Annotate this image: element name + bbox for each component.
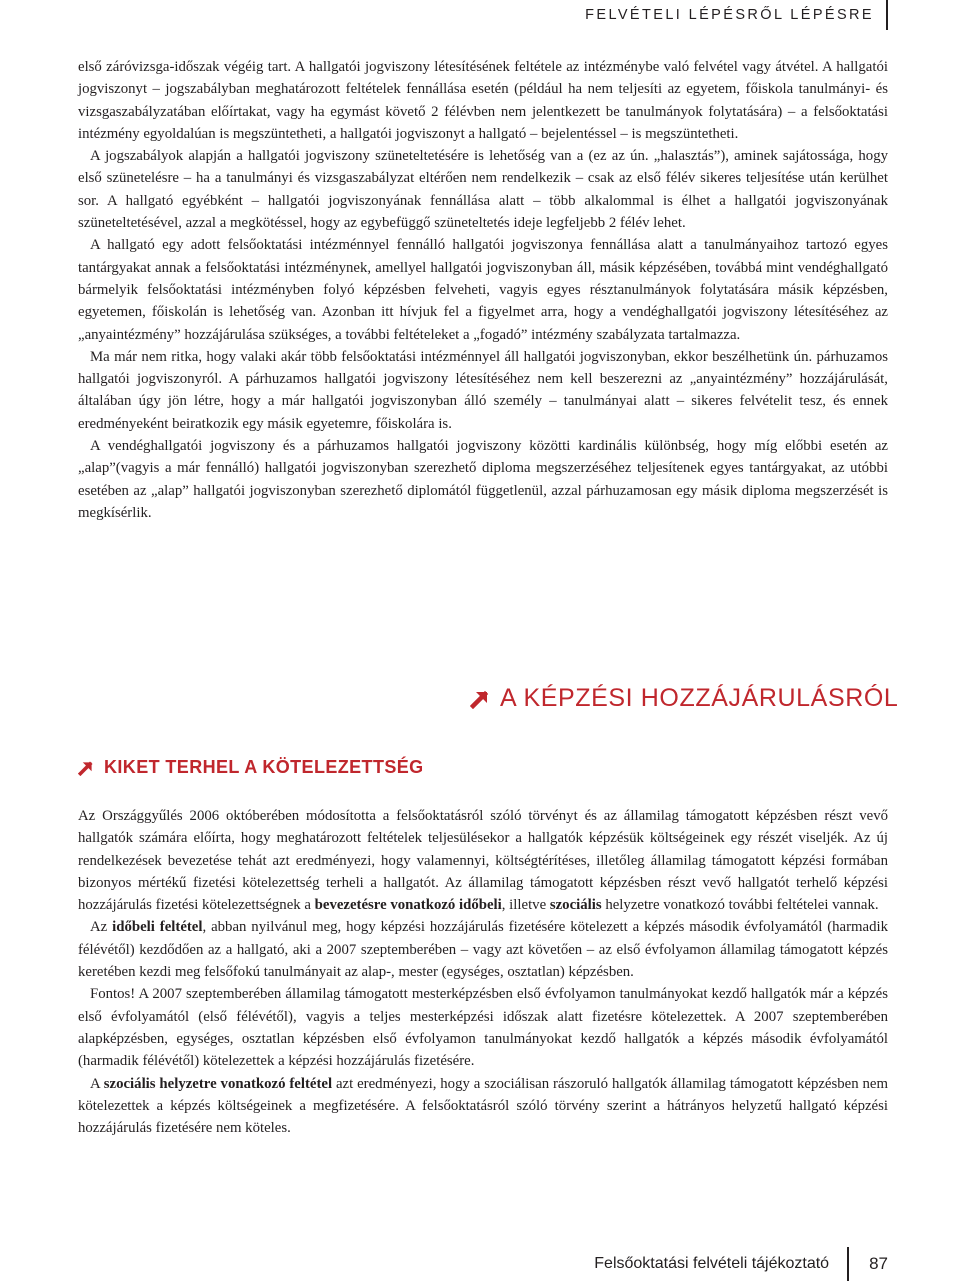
bold-run: időbeli feltétel — [112, 919, 203, 936]
subsection-title — [78, 757, 424, 778]
paragraph: A vendéghallgatói jogviszony és a párhuzamos hallgatói jogviszony közötti kardinális különbség, hogy míg előbbi esetén az „alap”(vagyis a már fennálló) hallgatói jogviszonyban szerezhető diploma megszerzéséhez teljesítenek egyes tantárgyakat, az utóbbi esetében az „alap” hallgatói jogviszonyban szerezhető diplomától függetlenül, azzal párhuzamosan egy másik diploma megszerzését is megkísérlik. — [78, 438, 888, 521]
running-header — [585, 0, 888, 30]
paragraph: első záróvizsga-időszak végéig tart. A hallgatói jogviszony létesítésének feltétele az intézménybe való felvétel vagy átvétel. A hallgatói jogviszonyt – jogszabályban meghatározott feltételek fennállása esetén (például ha nem teljesíti az egyetem, főiskola tanulmányi- és vizsgaszabályzatában előírtakat, vagy ha egymást követő 2 félévben nem jelentkezett be tanulmányok folytatására) – a felsőoktatási intézmény egyoldalúan is megszüntetheti, a hallgatói jogviszonyt a hallgató – bejelentéssel – is megszüntetheti. — [78, 59, 888, 142]
paragraph: Ma már nem ritka, hogy valaki akár több felsőoktatási intézménnyel áll hallgatói jogviszonyban, ekkor beszélhetünk ún. párhuzamos hallgatói jogviszonyról. A párhuzamos hallgatói jogviszony létesítéséhez nem kell beszerezni az „anyaintézmény” hozzájárulását, általában úgy jön létre, hogy a már hallgatói jogviszonyban álló személy – tanulmányai alatt – sikeres felvételit tesz, és ennek eredményeként beiratkozik egy másik egyetemre, főiskolára is. — [78, 348, 888, 432]
text-run: Az Országgyűlés 2006 októberében módosította a felsőoktatásról szóló törvényt és az államilag támogatott képzésben részt vevő hallgatók számára előírta, hogy meghatározott feltételek teljesülésekor a hallgatók képzésük költségeinek egy részét viseljék. Az új rendelkezések bevezetése tehát azt eredményezi, hogy valamennyi, költségtérítéses, illetőleg államilag támogatott képzési formában bizonyos mértékű fizetési kötelezettség terheli a hallgatót. Az államilag támogatott képzésben részt vevő hallgatót terhelő képzési hozzájárulás fizetési kötelezettségnek a — [78, 808, 888, 914]
bold-run: bevezetésre vonatkozó időbeli — [314, 897, 502, 914]
arrow-up-right-icon — [470, 689, 490, 709]
paragraph — [78, 805, 888, 916]
page-number: 87 — [869, 1254, 888, 1273]
section-title — [470, 684, 898, 713]
text-run: azt eredményezi, hogy a szociálisan rászoruló hallgatók államilag támogatott képzésben nem kötelezettek a képzés költségeinek a megfizetésére. A felsőoktatásról szóló törvény szerint a hátrányos helyzetű hallgató képzési hozzájárulás fizetésére nem köteles. — [78, 1075, 888, 1137]
paragraph: Fontos! A 2007 szeptemberében államilag támogatott mesterképzésben első évfolyamon tanulmányokat kezdő hallgatók már a képzés első évfolyamától (első félévétől), vagyis a teljes mesterképzési időszak alatt fizetésre kötelezettek. A 2007 szeptemberében alapképzésben, egységes, osztatlan képzésben első évfolyamon tanulmányokat kezdő hallgatók a képzés második évfolyamától (harmadik félévétől) kötelezettek a képzési hozzájárulás fizetésére. — [78, 986, 888, 1070]
subsection-title-text: KIKET TERHEL A KÖTELEZETTSÉG — [104, 757, 424, 777]
text-run: helyzetre vonatkozó további feltételei vannak. — [601, 897, 879, 914]
text-run: , illetve — [501, 897, 550, 914]
paragraph: A jogszabályok alapján a hallgatói jogviszony szüneteltetésére is lehetőség van a (ez az ún. „halasztás”), aminek sajátossága, hogy első szünetelésre – ha a tanulmányi és vizsgaszabályzat eltérően nem rendelkezik – csak az első félév sikeres teljesítése után kerülhet sor. A hallgató egyébként – hallgatói jogviszonyának fennállása alatt – több alkalommal is élhet a hallgatói jogviszonyának szüneteltetésével, azzal a megkötéssel, hogy az egybefüggő szüneteltetés ideje legfeljebb 2 félév lehet. — [78, 148, 888, 232]
text-run: Az — [90, 919, 113, 936]
arrow-up-right-icon — [78, 760, 94, 776]
body-bottom — [78, 805, 888, 1139]
paragraph — [78, 1073, 888, 1140]
section-title-text: A KÉPZÉSI HOZZÁJÁRULÁSRÓL — [500, 684, 899, 712]
text-run: A — [90, 1075, 104, 1092]
body-top — [78, 56, 888, 524]
paragraph: A hallgató egy adott felsőoktatási intézménnyel fennálló hallgatói jogviszonya fennállása alatt a tanulmányaihoz tartozó egyes tantárgyakat annak a felsőoktatási intézménynek, amellyel hallgatói jogviszonyban áll, másik képzésében, továbbá mint vendéghallgató bármelyik felsőoktatási intézményben folyó képzésben felveheti, vagyis egyes résztanulmányok folytatására másik képzésben, egyetemen, főiskolán is lehetőség van. Azonban itt hívjuk fel a figyelmet arra, hogy a vendéghallgatói jogviszony létesítéséhez az „anyaintézmény” hozzájárulása szükséges, a további feltételeket a „fogadó” intézmény szabályzata tartalmazza. — [78, 237, 888, 343]
page-footer — [594, 1247, 888, 1281]
text-run: , abban nyilvánul meg, hogy képzési hozzájárulás fizetésére kötelezett a képzés második évfolyamától (harmadik félévétől) kezdődően az a hallgató, aki a 2007 szeptemberében – vagy azt követően – az első évfolyamon államilag támogatott képzés keretében kezdi meg felsőfokú tanulmányait az alap-, mester (egységes, osztatlan) képzésben. — [78, 919, 888, 981]
footer-publication: Felsőoktatási felvételi tájékoztató — [594, 1247, 849, 1281]
running-header-title: FELVÉTELI LÉPÉSRŐL LÉPÉSRE — [585, 7, 874, 23]
bold-run: szociális helyzetre vonatkozó feltétel — [103, 1075, 333, 1092]
bold-run: szociális — [549, 897, 602, 914]
paragraph — [78, 916, 888, 983]
